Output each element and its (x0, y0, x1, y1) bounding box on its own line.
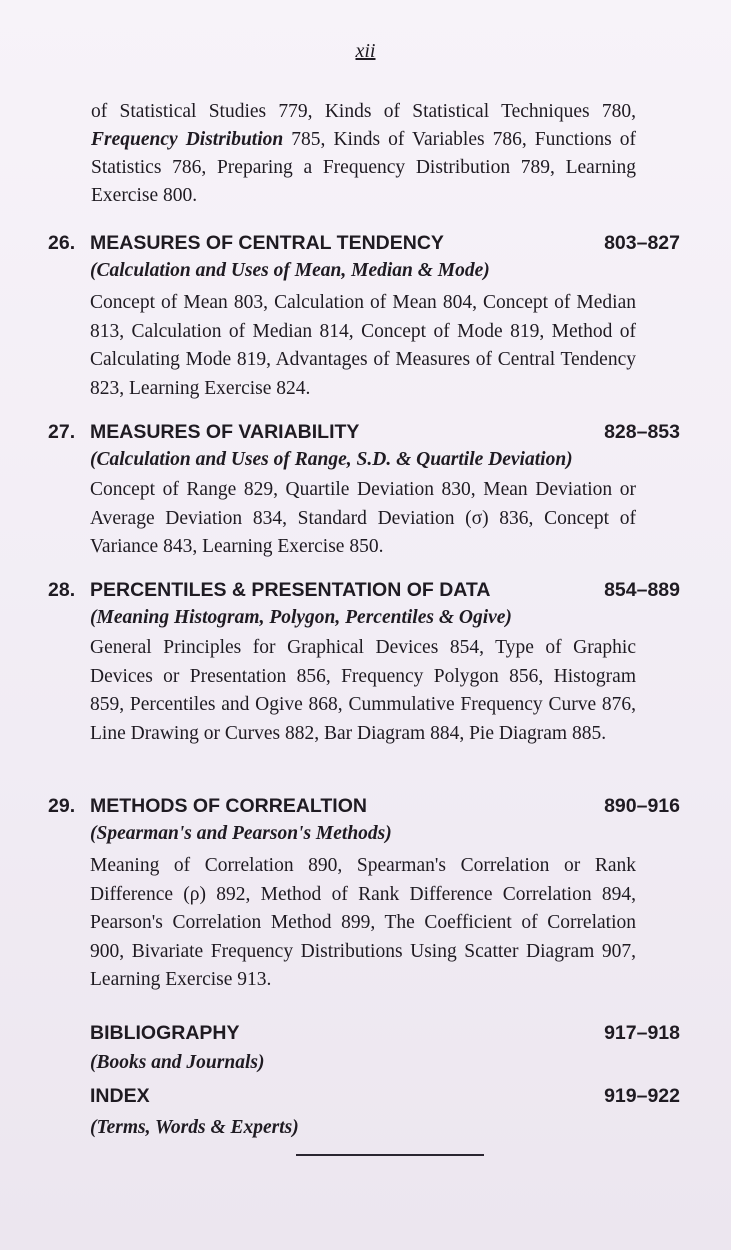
chapter-number: 28. (48, 579, 76, 601)
chapter-heading (48, 229, 680, 257)
chapter-pages: 890–916 (604, 795, 680, 817)
chapter-subtitle: (Calculation and Uses of Mean, Median & Mode) (90, 260, 490, 281)
section-subtitle: (Terms, Words & Experts) (90, 1117, 299, 1138)
chapter-pages: 854–889 (604, 579, 680, 601)
chapter-topics: Concept of Range 829, Quartile Deviation 830, Mean Deviation or Average Deviation 834, Standard Deviation (σ) 836, Concept of Variance 843, Learning Exercise 850. (90, 479, 636, 557)
toc-entry-chapter-26 (48, 229, 680, 403)
chapter-subtitle: (Calculation and Uses of Range, S.D. & Quartile Deviation) (90, 449, 573, 470)
chapter-number: 27. (48, 421, 76, 443)
section-heading (48, 1019, 680, 1047)
toc-entry-chapter-28 (48, 576, 680, 748)
section-title: INDEX (90, 1085, 150, 1107)
chapter-pages: 803–827 (604, 232, 680, 254)
chapter-heading (48, 792, 680, 820)
chapter-title: MEASURES OF VARIABILITY (90, 421, 360, 443)
continuation-text-2: 785, Kinds of Variables 786, Functions of Statistics 786, Preparing a Frequency Distribution 789, Learning Exercise 800. (91, 129, 637, 206)
continuation-paragraph (91, 98, 636, 210)
chapter-subtitle: (Spearman's and Pearson's Methods) (90, 823, 392, 844)
section-heading (48, 1082, 680, 1110)
chapter-topics: Meaning of Correlation 890, Spearman's Correlation or Rank Difference (ρ) 892, Method of Rank Difference Correlation 894, Pearson's Correlation Method 899, The Coefficient of Correlation 900, Bivariate Frequency Distributions Using Scatter Diagram 907, Learning Exercise 913. (90, 855, 636, 990)
chapter-heading (48, 418, 680, 446)
chapter-title: METHODS OF CORREALTION (90, 795, 367, 817)
chapter-subtitle: (Meaning Histogram, Polygon, Percentiles & Ogive) (90, 607, 512, 628)
toc-entry-index (48, 1082, 680, 1142)
chapter-title: PERCENTILES & PRESENTATION OF DATA (90, 579, 491, 601)
chapter-topics: General Principles for Graphical Devices 854, Type of Graphic Devices or Presentation 856, Frequency Polygon 856, Histogram 859, Percentiles and Ogive 868, Cummulative Frequency Curve 876, Line Drawing or Curves 882, Bar Diagram 884, Pie Diagram 885. (90, 637, 636, 744)
chapter-topics: Concept of Mean 803, Calculation of Mean 804, Concept of Median 813, Calculation of Median 814, Concept of Mode 819, Method of Calculating Mode 819, Advantages of Measures of Central Tendency 823, Learning Exercise 824. (90, 292, 636, 399)
section-title: BIBLIOGRAPHY (90, 1022, 240, 1044)
toc-entry-chapter-27 (48, 418, 680, 562)
continuation-text-1: of Statistical Studies 779, Kinds of Statistical Techniques 780, (91, 101, 636, 122)
toc-entry-bibliography (48, 1019, 680, 1077)
section-subtitle: (Books and Journals) (90, 1052, 265, 1073)
section-pages: 917–918 (604, 1022, 680, 1044)
chapter-heading (48, 576, 680, 604)
continuation-italic-term: Frequency Distribution (91, 129, 284, 150)
page-number: xii (355, 40, 376, 62)
end-divider (296, 1154, 484, 1156)
chapter-title: MEASURES OF CENTRAL TENDENCY (90, 232, 444, 254)
toc-entry-chapter-29 (48, 792, 680, 995)
section-pages: 919–922 (604, 1085, 680, 1107)
chapter-number: 29. (48, 795, 76, 817)
chapter-number: 26. (48, 232, 76, 254)
chapter-pages: 828–853 (604, 421, 680, 443)
